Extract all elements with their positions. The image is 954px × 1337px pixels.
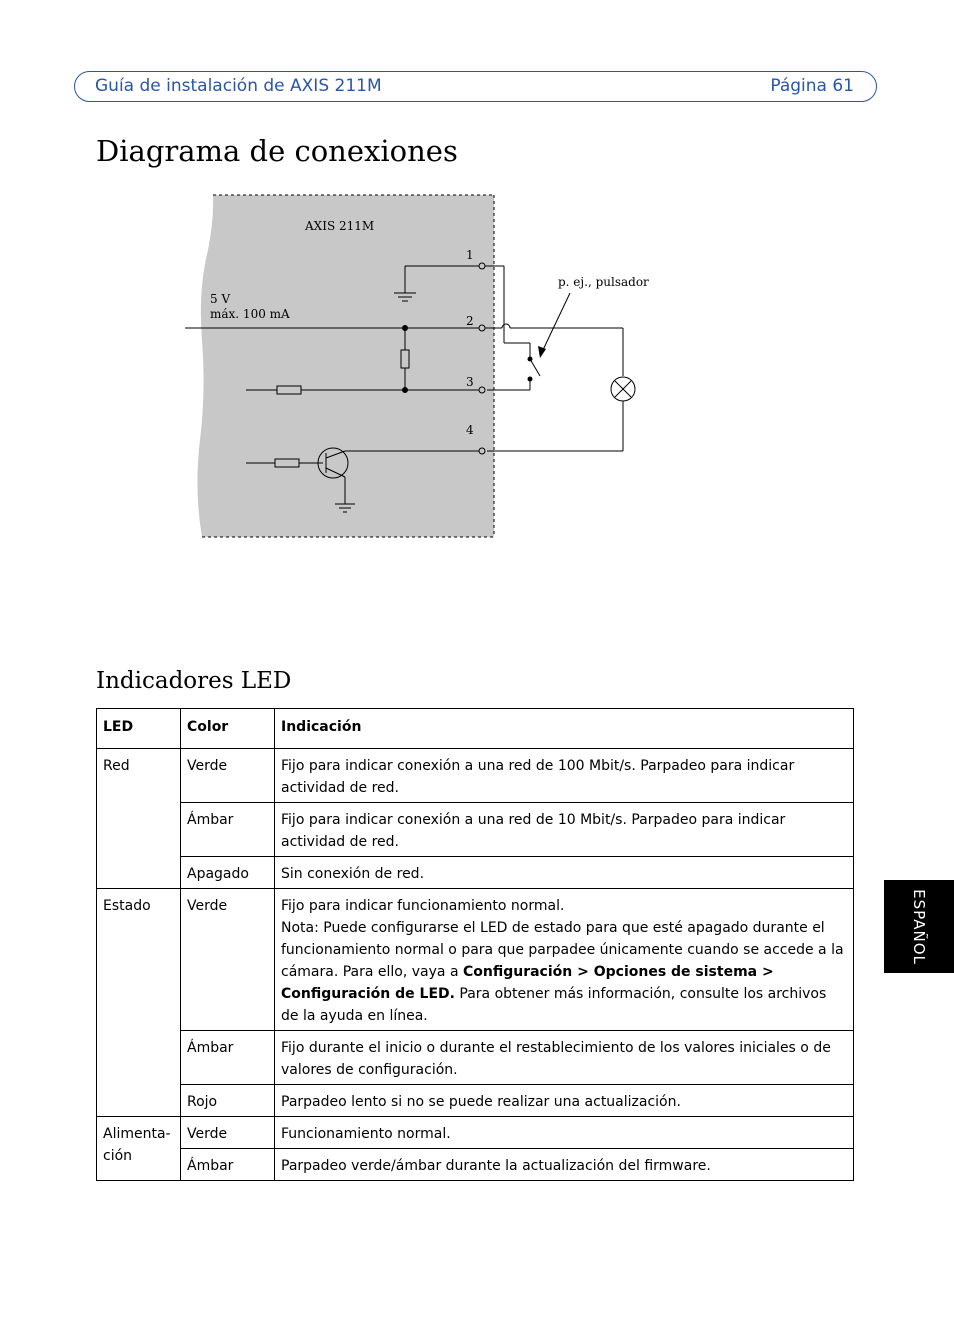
indication-cell-status-green [275, 889, 854, 1031]
color-cell: Verde [181, 1117, 275, 1149]
table-row [97, 803, 854, 857]
table-row [97, 889, 854, 1031]
indication-cell: Fijo para indicar conexión a una red de 100 Mbit/s. Parpadeo para indicar actividad de red. [275, 749, 854, 803]
page-header [74, 71, 877, 102]
color-cell: Rojo [181, 1085, 275, 1117]
section-title-diagram: Diagrama de conexiones [96, 134, 458, 168]
color-cell: Ámbar [181, 1031, 275, 1085]
language-tab [884, 880, 954, 973]
device-body [197, 195, 494, 537]
led-name-power: Alimenta-ción [97, 1117, 181, 1181]
indication-cell: Parpadeo verde/ámbar durante la actualización del firmware. [275, 1149, 854, 1181]
indication-cell: Sin conexión de red. [275, 857, 854, 889]
pin-4-label: 4 [466, 423, 474, 437]
led-name-status: Estado [97, 889, 181, 1117]
section-title-led: Indicadores LED [96, 668, 292, 694]
table-row [97, 1031, 854, 1085]
indication-cell: Fijo durante el inicio o durante el restablecimiento de los valores iniciales o de valores de configuración. [275, 1031, 854, 1085]
header-color: Color [181, 709, 275, 749]
pushbutton-label: p. ej., pulsador [558, 275, 649, 289]
pin-1-label: 1 [466, 248, 474, 262]
status-green-note: Nota: Puede configurarse el LED de estado para que esté apagado durante el funcionamiento normal o para que parpadee únicamente cuando se accede a la cámara. Para ello, vaya a [281, 920, 844, 980]
indication-cell: Parpadeo lento si no se puede realizar una actualización. [275, 1085, 854, 1117]
header-title: Guía de instalación de AXIS 211M [95, 76, 382, 96]
header-led: LED [97, 709, 181, 749]
pin-3-label: 3 [466, 375, 474, 389]
color-cell: Verde [181, 889, 275, 1031]
pin-2-label: 2 [466, 314, 474, 328]
table-row [97, 857, 854, 889]
color-cell: Apagado [181, 857, 275, 889]
indication-cell: Fijo para indicar conexión a una red de 10 Mbit/s. Parpadeo para indicar actividad de red. [275, 803, 854, 857]
header-indication: Indicación [275, 709, 854, 749]
table-row [97, 1085, 854, 1117]
color-cell: Ámbar [181, 1149, 275, 1181]
header-page-number: Página 61 [770, 76, 854, 96]
power-label-current: máx. 100 mA [210, 307, 290, 321]
status-green-line1: Fijo para indicar funcionamiento normal. [281, 898, 565, 914]
led-name-network: Red [97, 749, 181, 889]
language-tab-label: ESPAÑOL [910, 888, 928, 965]
table-row [97, 1117, 854, 1149]
status-green-tail: Para obtener más información, consulte los archivos de la ayuda en línea. [281, 986, 827, 1024]
led-table [96, 708, 854, 1181]
status-green-menu-path: Configuración > Opciones de sistema > Configuración de LED. [281, 964, 774, 1002]
table-row [97, 1149, 854, 1181]
color-cell: Ámbar [181, 803, 275, 857]
indication-cell: Funcionamiento normal. [275, 1117, 854, 1149]
table-header-row [97, 709, 854, 749]
connection-diagram [180, 190, 660, 554]
device-label: AXIS 211M [305, 219, 375, 233]
table-row [97, 749, 854, 803]
power-label-voltage: 5 V [210, 292, 231, 306]
color-cell: Verde [181, 749, 275, 803]
